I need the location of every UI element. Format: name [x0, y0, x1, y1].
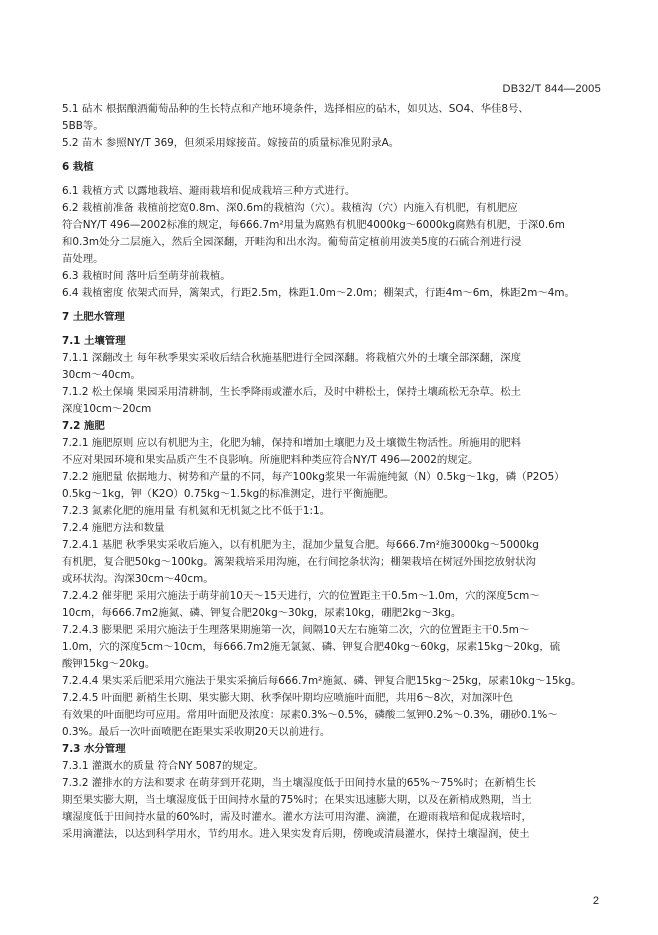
- text-line: 6.2 栽植前准备 栽植前挖宽0.8m、深0.6m的栽植沟（穴）。栽植沟（穴）内施入有机肥，有机肥应: [62, 202, 518, 214]
- text-line: 5.2 苗木 参照NY/T 369，但须采用嫁接苗。嫁接苗的质量标准见附录A。: [62, 137, 400, 149]
- text-line: 1.0m，穴的深度5cm～10cm，每666.7m2施无氯氮、磷、钾复合肥40kg～60kg，尿素15kg～20kg，硫: [62, 641, 561, 653]
- text-line: 采用滴灌法，以达到科学用水，节约用水。进入果实发育后期，傍晚或清晨灌水，保持土壤湿润，使土: [62, 828, 530, 840]
- text-line: 30cm～40cm。: [62, 369, 141, 381]
- page-number: 2: [592, 895, 599, 907]
- text-line: 期至果实膨大期，当土壤湿度低于田间持水量的75%时；在果实迅速膨大期，以及在新梢成熟期，当土: [62, 794, 532, 806]
- text-line: 酸钾15kg～20kg。: [62, 658, 156, 670]
- text-line: 7.2.2 施肥量 依据地力、树势和产量的不同，每产100kg浆果一年需施纯氮（N）0.5kg～1kg，磷（P2O5）: [62, 471, 565, 483]
- text-line: 6.3 栽植时间 落叶后至萌芽前栽植。: [62, 270, 231, 282]
- text-line: 7.2.4.5 叶面肥 新梢生长期、果实膨大期、秋季保叶期均应喷施叶面肥，共用6～8次，对加深叶色: [62, 692, 514, 704]
- text-line: 5BB等。: [62, 120, 104, 132]
- text-line: 7.2.1 施肥原则 应以有机肥为主，化肥为辅，保持和增加土壤肥力及土壤微生物活性。所施用的肥料: [62, 437, 522, 449]
- text-line: 7.2.4.1 基肥 秋季果实采收后施入，以有机肥为主，混加少量复合肥。每666.7m²施3000kg～5000kg: [62, 539, 539, 551]
- text-line: 5.1 砧木 根据酿酒葡萄品种的生长特点和产地环境条件，选择相应的砧木，如贝达、SO4、华佳8号、: [62, 103, 529, 115]
- standard-code: DB32/T 844—2005: [502, 83, 601, 95]
- text-line: 7.3.1 灌溉水的质量 符合NY 5087的规定。: [62, 760, 264, 772]
- text-line: 0.3%。最后一次叶面喷肥在距果实采收期20天以前进行。: [62, 726, 331, 738]
- text-line: 7.2.4.2 催芽肥 采用穴施法于萌芽前10天～15天进行，穴的位置距主干0.5m～1.0m，穴的深度5cm～: [62, 590, 540, 602]
- text-line: 7.2.3 氮素化肥的施用量 有机氮和无机氮之比不低于1:1。: [62, 505, 330, 517]
- text-line: 7.1.1 深翻改土 每年秋季果实采收后结合秋施基肥进行全园深翻。将栽植穴外的土壤全部深翻，深度: [62, 352, 522, 364]
- text-line: 有效果的叶面肥均可应用。常用叶面肥及浓度：尿素0.3%～0.5%，磷酸二氢钾0.2%～0.3%，硼砂0.1%～: [62, 709, 558, 721]
- document-body: [62, 101, 607, 843]
- subsection-heading: 7.3 水分管理: [62, 743, 126, 755]
- text-line: 符合NY/T 496—2002标准的规定，每666.7m²用量为腐熟有机肥4000kg～6000kg腐熟有机肥，于深0.6m: [62, 219, 565, 231]
- text-line: 或环状沟。沟深30cm～40cm。: [62, 573, 214, 585]
- text-line: 不应对果园环境和果实品质产生不良影响。所施肥料种类应符合NY/T 496—2002的规定。: [62, 454, 479, 466]
- text-line: 7.1.2 松土保墒 果园采用清耕制，生长季降雨或灌水后，及时中耕松土，保持土壤疏松无杂草。松土: [62, 386, 522, 398]
- text-line: 苗处理。: [62, 253, 104, 265]
- subsection-heading: 7.2 施肥: [62, 420, 105, 432]
- text-line: 有机肥，复合肥50kg～100kg。篱架栽培采用沟施，在行间挖条状沟；棚架栽培在树冠外围挖放射状沟: [62, 556, 536, 568]
- subsection-heading: 7.1 土壤管理: [62, 335, 126, 347]
- section-heading: 6 栽植: [62, 161, 94, 173]
- text-line: 7.2.4.3 膨果肥 采用穴施法于生理落果期施第一次，间隔10天左右施第二次，穴的位置距主干0.5m～: [62, 624, 530, 636]
- text-line: 10cm，每666.7m2施氮、磷、钾复合肥20kg～30kg，尿素10kg，硼肥2kg～3kg。: [62, 607, 462, 619]
- text-line: 和0.3m处分二层施入，然后全园深翻，开畦沟和出水沟。葡萄苗定植前用波美5度的石硫合剂进行浸: [62, 236, 522, 248]
- section-heading: 7 土肥水管理: [62, 311, 125, 323]
- text-line: 7.2.4.4 果实采后肥采用穴施法于果实采摘后每666.7m²施氮、磷、钾复合肥15kg～25kg，尿素10kg～15kg。: [62, 675, 582, 687]
- text-line: 7.3.2 灌排水的方法和要求 在萌芽到开花期，当土壤湿度低于田间持水量的65%～75%时；在新梢生长: [62, 777, 537, 789]
- text-line: 6.1 栽植方式 以露地栽培、避雨栽培和促成栽培三种方式进行。: [62, 185, 356, 197]
- text-line: 壤湿度低于田间持水量的60%时，需及时灌水。灌水方法可用沟灌、滴灌，在避雨栽培和促成栽培时，: [62, 811, 532, 823]
- text-line: 7.2.4 施肥方法和数量: [62, 522, 165, 534]
- text-line: 0.5kg～1kg，钾（K2O）0.75kg～1.5kg的标准测定，进行平衡施肥。: [62, 488, 395, 500]
- text-line: 深度10cm～20cm: [62, 403, 152, 415]
- text-line: 6.4 栽植密度 依架式而异，篱架式，行距2.5m，株距1.0m～2.0m；棚架式，行距4m～6m，株距2m～4m。: [62, 287, 575, 299]
